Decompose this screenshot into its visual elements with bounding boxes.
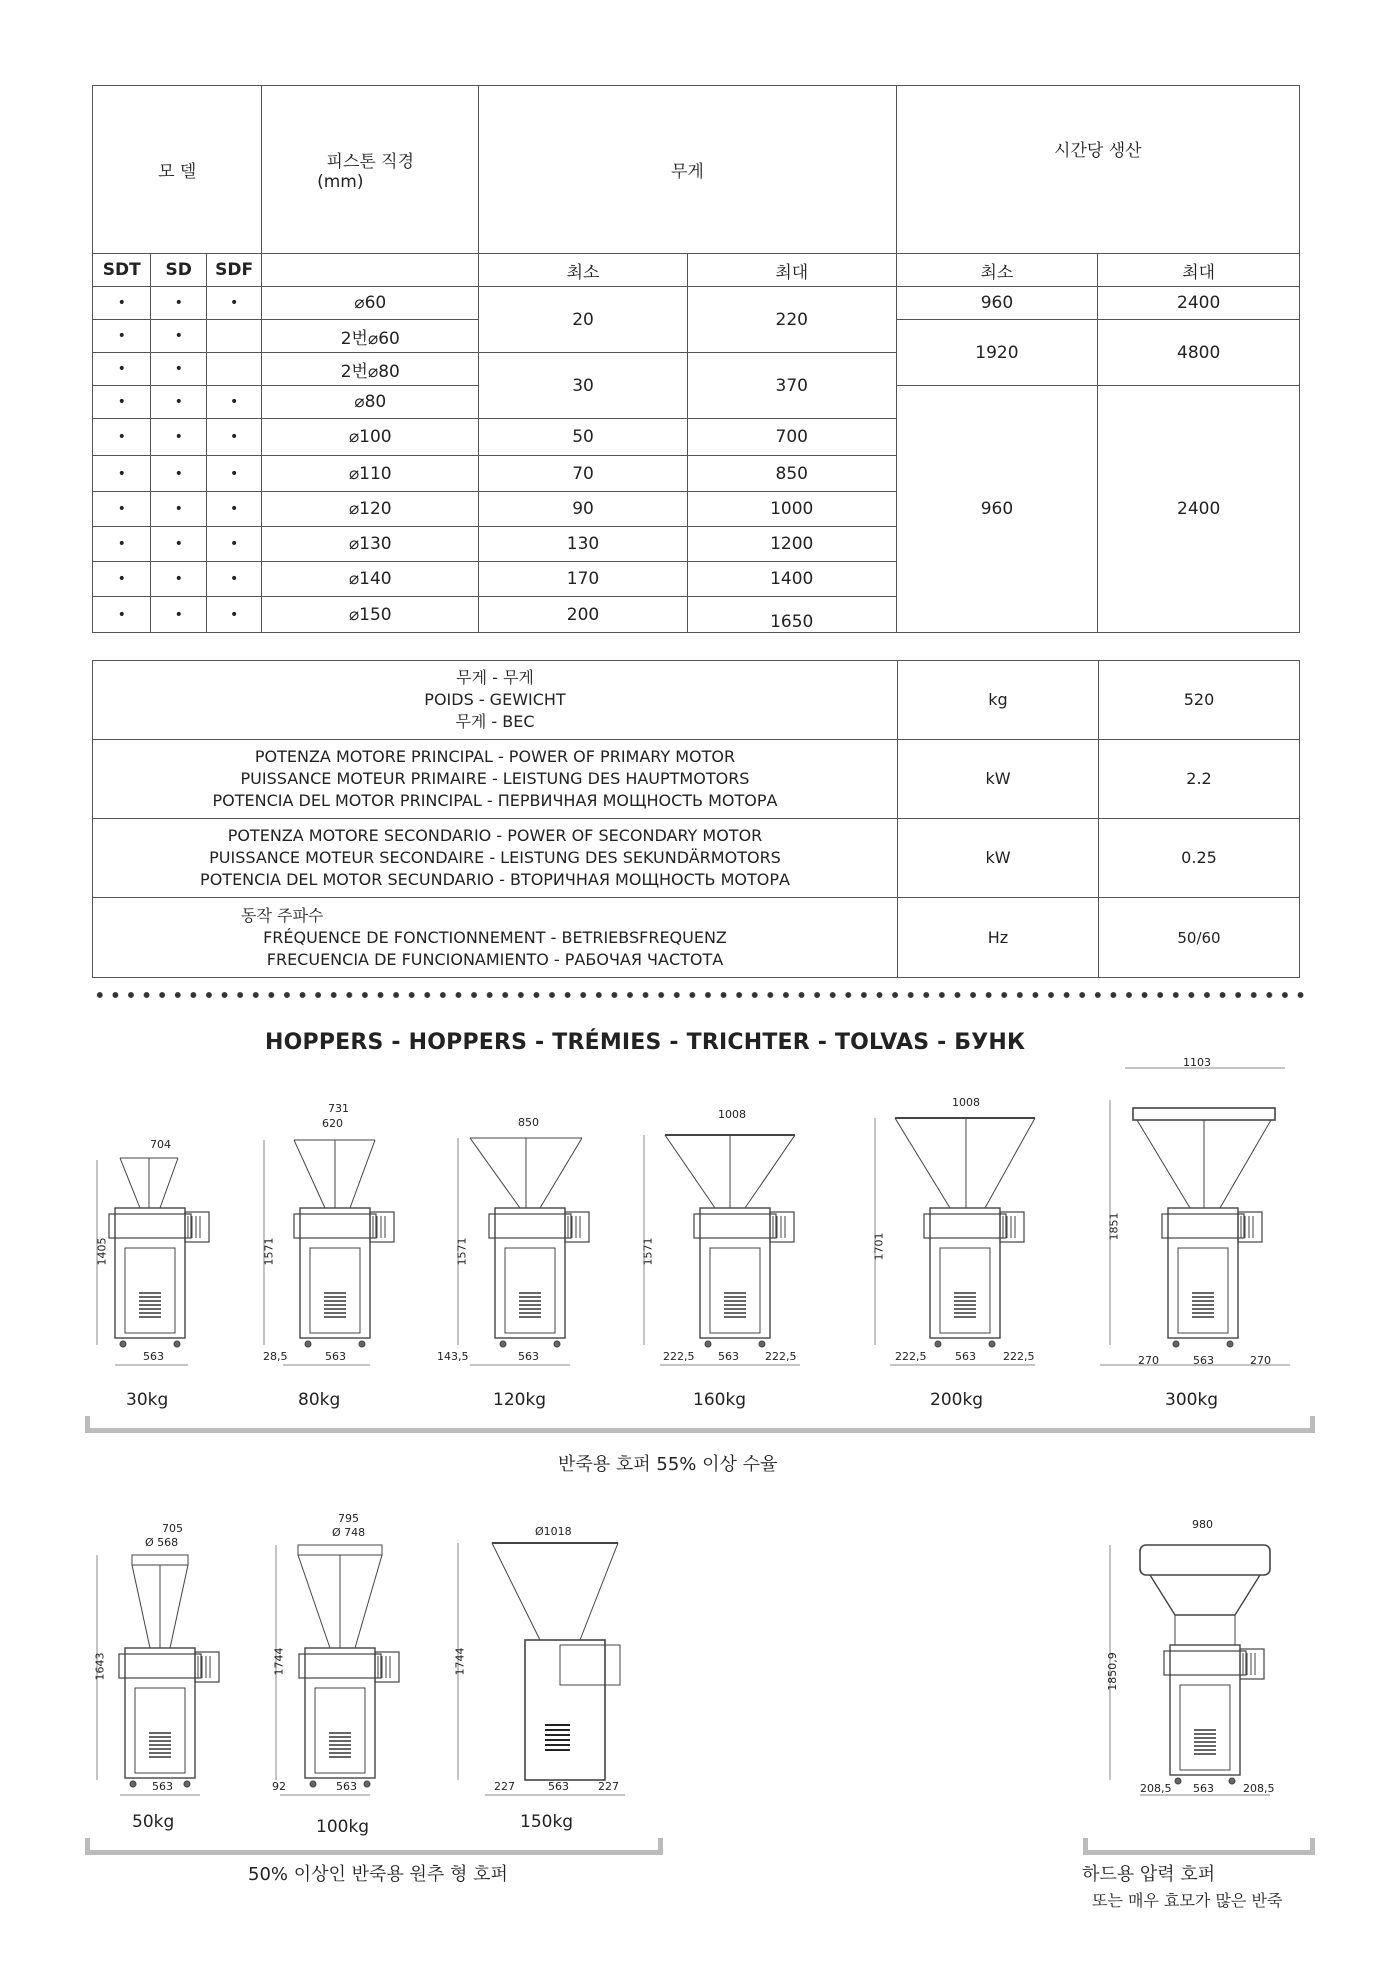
sd-cell: •: [151, 320, 206, 353]
weight-max-cell: 1200: [687, 527, 896, 562]
property-line: 동작 주파수: [241, 905, 324, 925]
diameter-cell: 2번⌀60: [262, 320, 479, 353]
capacity-label: 30kg: [126, 1390, 169, 1410]
weight-min-cell: 170: [479, 562, 688, 597]
weight-max-cell: 370: [687, 353, 896, 419]
capacity-label: 160kg: [693, 1390, 747, 1410]
dim-label: 1008: [718, 1108, 746, 1121]
group-bracket: [85, 1416, 1315, 1433]
machine-drawing-100kg: [276, 1545, 399, 1795]
weight-min-cell: 70: [479, 456, 688, 492]
sd-cell: •: [151, 419, 206, 456]
weight-min-cell: 200: [479, 597, 688, 633]
sdt-cell: •: [93, 353, 151, 386]
weight-max-cell: 220: [687, 287, 896, 353]
sd-cell: •: [151, 456, 206, 492]
dim-label: 563: [325, 1350, 346, 1363]
dim-label: 620: [322, 1117, 343, 1130]
diameter-cell: ⌀150: [262, 597, 479, 633]
weight-min-cell: 130: [479, 527, 688, 562]
property-unit: kW: [898, 819, 1099, 898]
dim-label: 1103: [1183, 1056, 1211, 1069]
property-unit: kg: [898, 661, 1099, 740]
machine-drawing-80kg: [264, 1140, 394, 1365]
property-line: POTENZA MOTORE SECONDARIO - POWER OF SECONDARY MOTOR: [227, 826, 763, 845]
sdt-header: SDT: [93, 254, 151, 287]
dim-label: 270: [1138, 1354, 1159, 1367]
dim-label: 208,5: [1140, 1782, 1172, 1795]
dim-label: 1851: [1107, 1212, 1121, 1241]
dim-label: 980: [1192, 1518, 1213, 1531]
diameter-cell: ⌀100: [262, 419, 479, 456]
dim-label: 563: [518, 1350, 539, 1363]
capacity-label: 50kg: [132, 1812, 175, 1832]
weight-max-cell: 1650: [687, 597, 896, 633]
property-value: 2.2: [1098, 740, 1299, 819]
group-caption: 반죽용 호퍼 55% 이상 수율: [558, 1454, 778, 1475]
piston-diameter-unit: (mm): [317, 172, 364, 192]
weight-max-cell: 1400: [687, 562, 896, 597]
dim-label: 1850,9: [1105, 1652, 1119, 1691]
machine-drawing-150kg: [458, 1543, 625, 1795]
dim-label: 704: [150, 1138, 171, 1151]
sdt-cell: •: [93, 320, 151, 353]
property-line: POTENCIA DEL MOTOR PRINCIPAL - ПЕРВИЧНАЯ МОЩНОСТЬ МОТОРА: [212, 791, 778, 810]
dim-label: 563: [718, 1350, 739, 1363]
property-line: PUISSANCE MOTEUR PRIMAIRE - LEISTUNG DES HAUPTMOTORS: [240, 769, 750, 788]
weight-max-cell: 700: [687, 419, 896, 456]
weight-min-cell: 90: [479, 492, 688, 527]
machine-drawing-pressure-hopper: [1110, 1545, 1270, 1795]
dim-label: 1571: [455, 1237, 469, 1266]
sd-cell: •: [151, 527, 206, 562]
capacity-label: 150kg: [520, 1812, 574, 1832]
pressure-hopper-caption: 하드용 압력 호퍼: [1082, 1864, 1216, 1885]
dim-label: 1701: [872, 1232, 886, 1261]
weight-min-cell: 30: [479, 353, 688, 419]
property-unit: Hz: [898, 898, 1099, 978]
prod-min-cell: 960: [896, 386, 1098, 633]
prod-max-cell: 4800: [1098, 320, 1300, 386]
dim-label: 1643: [93, 1652, 107, 1681]
sdf-cell: •: [206, 287, 261, 320]
machine-drawing-120kg: [455, 1138, 589, 1365]
piston-diameter-label: 피스톤 직경: [326, 152, 415, 172]
property-line: POIDS - GEWICHT: [424, 690, 566, 709]
dim-label: 208,5: [1243, 1782, 1275, 1795]
property-value: 520: [1098, 661, 1299, 740]
dim-label: 850: [518, 1116, 539, 1129]
property-line: 무게 - 무게: [456, 668, 534, 687]
sdt-cell: •: [93, 562, 151, 597]
diameter-cell: 2번⌀80: [262, 353, 479, 386]
property-line: 무게 - BEC: [455, 712, 535, 731]
dim-label: 270: [1250, 1354, 1271, 1367]
sdt-cell: •: [93, 419, 151, 456]
sd-cell: •: [151, 353, 206, 386]
dim-label: 227: [598, 1780, 619, 1793]
capacity-label: 80kg: [298, 1390, 341, 1410]
diameter-cell: ⌀60: [262, 287, 479, 320]
machine-drawing-30kg: [97, 1158, 209, 1365]
dim-label: 1405: [95, 1237, 109, 1266]
sd-cell: •: [151, 386, 206, 419]
prod-min-cell: 1920: [896, 320, 1098, 386]
property-value: 0.25: [1098, 819, 1299, 898]
capacity-label: 100kg: [316, 1817, 370, 1837]
group-bracket: [1083, 1838, 1315, 1855]
dim-label: 563: [955, 1350, 976, 1363]
machine-drawing-200kg: [872, 1118, 1035, 1365]
group-caption: 50% 이상인 반죽용 원추 형 호퍼: [248, 1864, 508, 1885]
machine-drawing-160kg: [641, 1135, 800, 1365]
weight-min-header: 최소: [479, 254, 688, 287]
dim-label: 563: [336, 1780, 357, 1793]
prod-max-header: 최대: [1098, 254, 1300, 287]
sd-cell: •: [151, 287, 206, 320]
dim-label: 227: [494, 1780, 515, 1793]
dim-label: 222,5: [1003, 1350, 1035, 1363]
dim-label: 1571: [262, 1237, 276, 1266]
machine-drawing-300kg: [1100, 1068, 1290, 1365]
dim-label: 92: [272, 1780, 286, 1793]
weight-max-cell: 850: [687, 456, 896, 492]
dim-label: 563: [1193, 1782, 1214, 1795]
sdt-cell: •: [93, 597, 151, 633]
sdt-cell: •: [93, 492, 151, 527]
sdf-cell: •: [206, 562, 261, 597]
dim-label: 222,5: [765, 1350, 797, 1363]
sdt-cell: •: [93, 386, 151, 419]
sdf-cell: •: [206, 527, 261, 562]
weight-min-cell: 20: [479, 287, 688, 353]
dim-label: Ø 568: [145, 1536, 179, 1549]
diameter-cell: ⌀80: [262, 386, 479, 419]
dim-label: 1571: [641, 1237, 655, 1266]
diameter-cell: ⌀120: [262, 492, 479, 527]
group-bracket: [85, 1838, 663, 1855]
sd-cell: •: [151, 562, 206, 597]
dim-label: 28,5: [263, 1350, 288, 1363]
sdt-cell: •: [93, 287, 151, 320]
dim-label: 222,5: [895, 1350, 927, 1363]
dim-label: 563: [1193, 1354, 1214, 1367]
sdf-header: SDF: [206, 254, 261, 287]
sd-header: SD: [151, 254, 206, 287]
property-line: FRÉQUENCE DE FONCTIONNEMENT - BETRIEBSFREQUENZ: [263, 927, 727, 947]
dim-label: 563: [152, 1780, 173, 1793]
weight-min-cell: 50: [479, 419, 688, 456]
sdt-cell: •: [93, 527, 151, 562]
prod-max-cell: 2400: [1098, 386, 1300, 633]
property-line: PUISSANCE MOTEUR SECONDAIRE - LEISTUNG DES SEKUNDÄRMOTORS: [209, 848, 781, 867]
dim-label: 563: [143, 1350, 164, 1363]
dim-label: Ø 748: [332, 1526, 366, 1539]
sdf-cell: •: [206, 492, 261, 527]
weight-header: 무게: [479, 86, 896, 254]
dim-label: 1744: [453, 1647, 467, 1676]
model-header: 모 델: [93, 86, 262, 254]
property-unit: kW: [898, 740, 1099, 819]
dim-label: 795: [338, 1512, 359, 1525]
hourly-production-header: 시간당 생산: [896, 86, 1299, 254]
diameter-cell: ⌀110: [262, 456, 479, 492]
capacity-label: 120kg: [493, 1390, 547, 1410]
diameter-cell: ⌀140: [262, 562, 479, 597]
dim-label: 705: [162, 1522, 183, 1535]
prod-max-cell: 2400: [1098, 287, 1300, 320]
property-line: POTENCIA DEL MOTOR SECUNDARIO - ВТОРИЧНАЯ МОЩНОСТЬ МОТОРА: [200, 870, 790, 889]
weight-max-header: 최대: [687, 254, 896, 287]
sdf-cell: •: [206, 386, 261, 419]
sdf-cell: •: [206, 456, 261, 492]
dim-label: Ø1018: [535, 1525, 572, 1538]
property-line: POTENZA MOTORE PRINCIPAL - POWER OF PRIMARY MOTOR: [254, 747, 736, 766]
capacity-label: 200kg: [930, 1390, 984, 1410]
hoppers-title: HOPPERS - HOPPERS - TRÉMIES - TRICHTER - TOLVAS - БУНК: [265, 1030, 1026, 1055]
property-value: 50/60: [1098, 898, 1299, 978]
capacity-label: 300kg: [1165, 1390, 1219, 1410]
machine-drawing-50kg: [97, 1555, 219, 1795]
property-line: FRECUENCIA DE FUNCIONAMIENTO - РАБОЧАЯ ЧАСТОТА: [266, 949, 724, 969]
sdf-cell: •: [206, 419, 261, 456]
sdf-cell: •: [206, 597, 261, 633]
dim-label: 1744: [272, 1647, 286, 1676]
prod-min-cell: 960: [896, 287, 1098, 320]
sd-cell: •: [151, 597, 206, 633]
dim-label: 731: [328, 1102, 349, 1115]
pressure-hopper-subcaption: 또는 매우 효모가 많은 반죽: [1092, 1891, 1283, 1910]
prod-min-header: 최소: [896, 254, 1098, 287]
sdt-cell: •: [93, 456, 151, 492]
dim-label: 1008: [952, 1096, 980, 1109]
dim-label: 222,5: [663, 1350, 695, 1363]
dim-label: 143,5: [437, 1350, 469, 1363]
diameter-cell: ⌀130: [262, 527, 479, 562]
sd-cell: •: [151, 492, 206, 527]
weight-max-cell: 1000: [687, 492, 896, 527]
dim-label: 563: [548, 1780, 569, 1793]
